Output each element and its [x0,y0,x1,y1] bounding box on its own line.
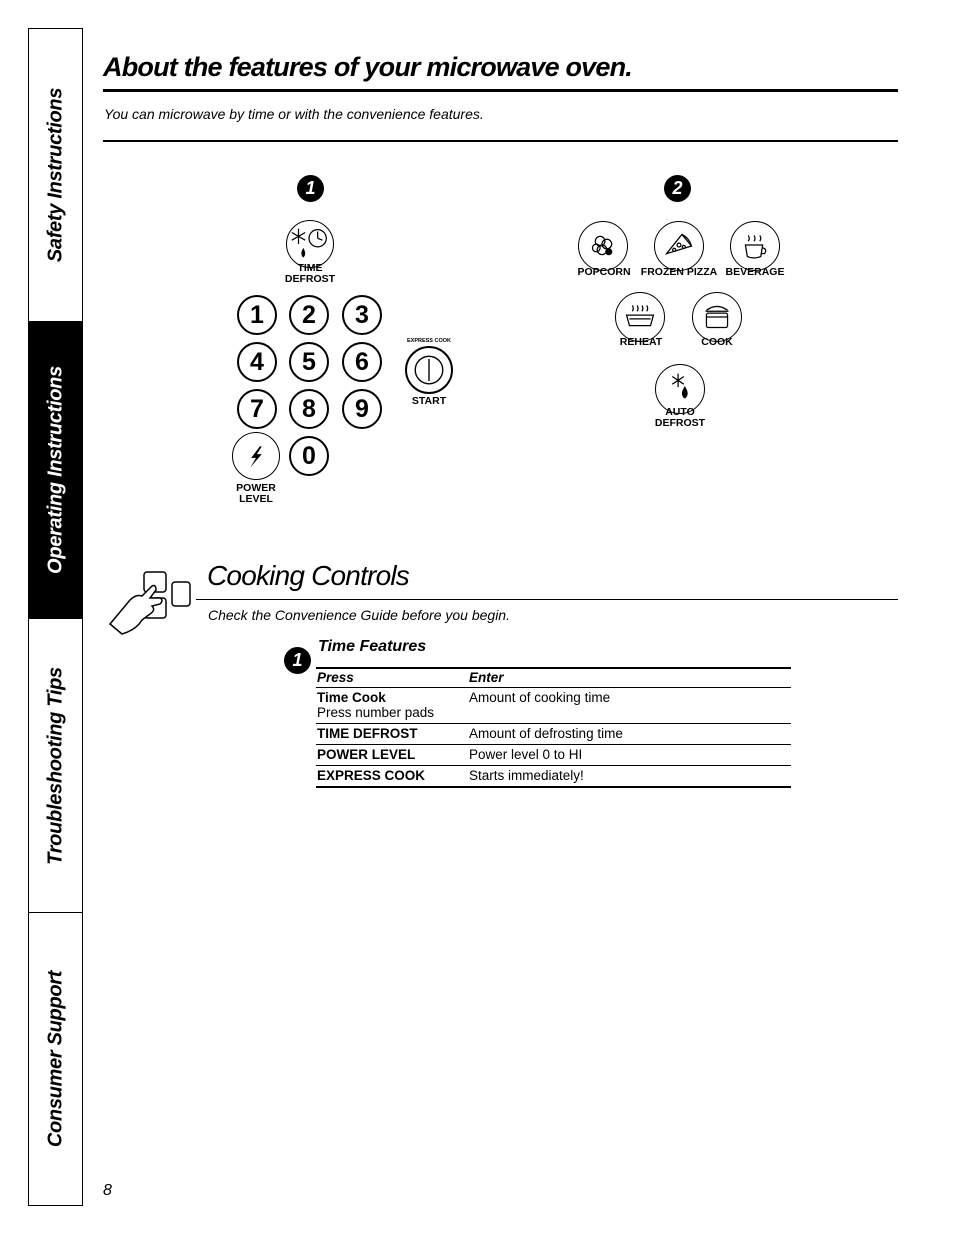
beverage-label: BEVERAGE [725,266,785,278]
hand-pressing-icon [108,568,194,640]
lightning-icon [233,433,279,479]
tab-troubleshooting-tips[interactable] [29,619,82,913]
tab-operating-instructions[interactable] [29,322,82,619]
page-title: About the features of your microwave oven. [103,52,633,82]
express-cook-label: EXPRESS COOK [406,338,452,344]
section-tabs [28,28,83,1206]
tab-safety-instructions[interactable] [29,29,82,322]
number-pad-5[interactable]: 5 [289,342,329,382]
press-cell: POWER LEVEL [316,745,468,766]
reheat-pad[interactable] [615,292,665,342]
press-cell: EXPRESS COOK [316,766,468,788]
cooking-controls-rule [196,599,898,600]
table-row [316,688,791,724]
reheat-icon [616,293,664,341]
press-cell [316,688,468,724]
table-row [316,766,791,788]
power-level-pad[interactable] [232,432,280,480]
tab-label: Operating Instructions [44,366,66,574]
time-defrost-icon [287,221,333,267]
frozen-pizza-label: FROZEN PIZZA [640,266,718,278]
panel-1-badge: 1 [297,175,324,202]
enter-cell: Starts immediately! [468,766,791,788]
enter-cell: Amount of defrosting time [468,724,791,745]
time-features-title: Time Features [318,638,427,655]
tab-label: Troubleshooting Tips [44,666,66,865]
time-features-badge: 1 [284,647,311,674]
number-pad-9[interactable]: 9 [342,389,382,429]
press-cell: TIME DEFROST [316,724,468,745]
start-label: START [411,395,447,407]
cook-pad[interactable] [692,292,742,342]
page-subtitle: You can microwave by time or with the convenience features. [104,106,484,122]
press-value: Time Cook [317,690,386,705]
popcorn-icon [579,222,627,270]
number-pad-2[interactable]: 2 [289,295,329,335]
time-defrost-pad[interactable] [286,220,334,268]
number-pad-6[interactable]: 6 [342,342,382,382]
frozen-pizza-pad[interactable] [654,221,704,271]
popcorn-pad[interactable] [578,221,628,271]
number-pad-0[interactable]: 0 [289,436,329,476]
popcorn-label: POPCORN [577,266,631,278]
power-level-label: POWER LEVEL [236,482,276,505]
panel-2-badge: 2 [664,175,691,202]
table-header-row [316,668,791,688]
cook-label: COOK [701,336,733,348]
cooking-controls-title: Cooking Controls [207,560,409,591]
reheat-label: REHEAT [619,336,663,348]
number-pad-8[interactable]: 8 [289,389,329,429]
time-defrost-label: TIME DEFROST [284,262,336,285]
enter-cell: Power level 0 to HI [468,745,791,766]
time-features-table [316,667,791,788]
page-number: 8 [103,1182,112,1199]
number-pad-3[interactable]: 3 [342,295,382,335]
tab-consumer-support[interactable] [29,913,82,1205]
beverage-pad[interactable] [730,221,780,271]
number-pad-4[interactable]: 4 [237,342,277,382]
start-icon [407,348,451,392]
table-row [316,745,791,766]
number-pad-7[interactable]: 7 [237,389,277,429]
enter-cell: Amount of cooking time [468,688,791,724]
cooking-controls-subtitle: Check the Convenience Guide before you begin. [208,607,510,623]
tab-label: Safety Instructions [44,87,66,263]
auto-defrost-label: AUTO DEFROST [654,406,706,429]
subtitle-rule [103,140,898,142]
press-subvalue: Press number pads [317,705,435,720]
number-pad-1[interactable]: 1 [237,295,277,335]
title-rule [103,89,898,92]
beverage-icon [731,222,779,270]
start-pad[interactable] [405,346,453,394]
tab-label: Consumer Support [44,970,66,1148]
table-row [316,724,791,745]
cook-pot-icon [693,293,741,341]
column-header-enter: Enter [468,668,791,688]
pizza-icon [655,222,703,270]
column-header-press: Press [316,668,468,688]
